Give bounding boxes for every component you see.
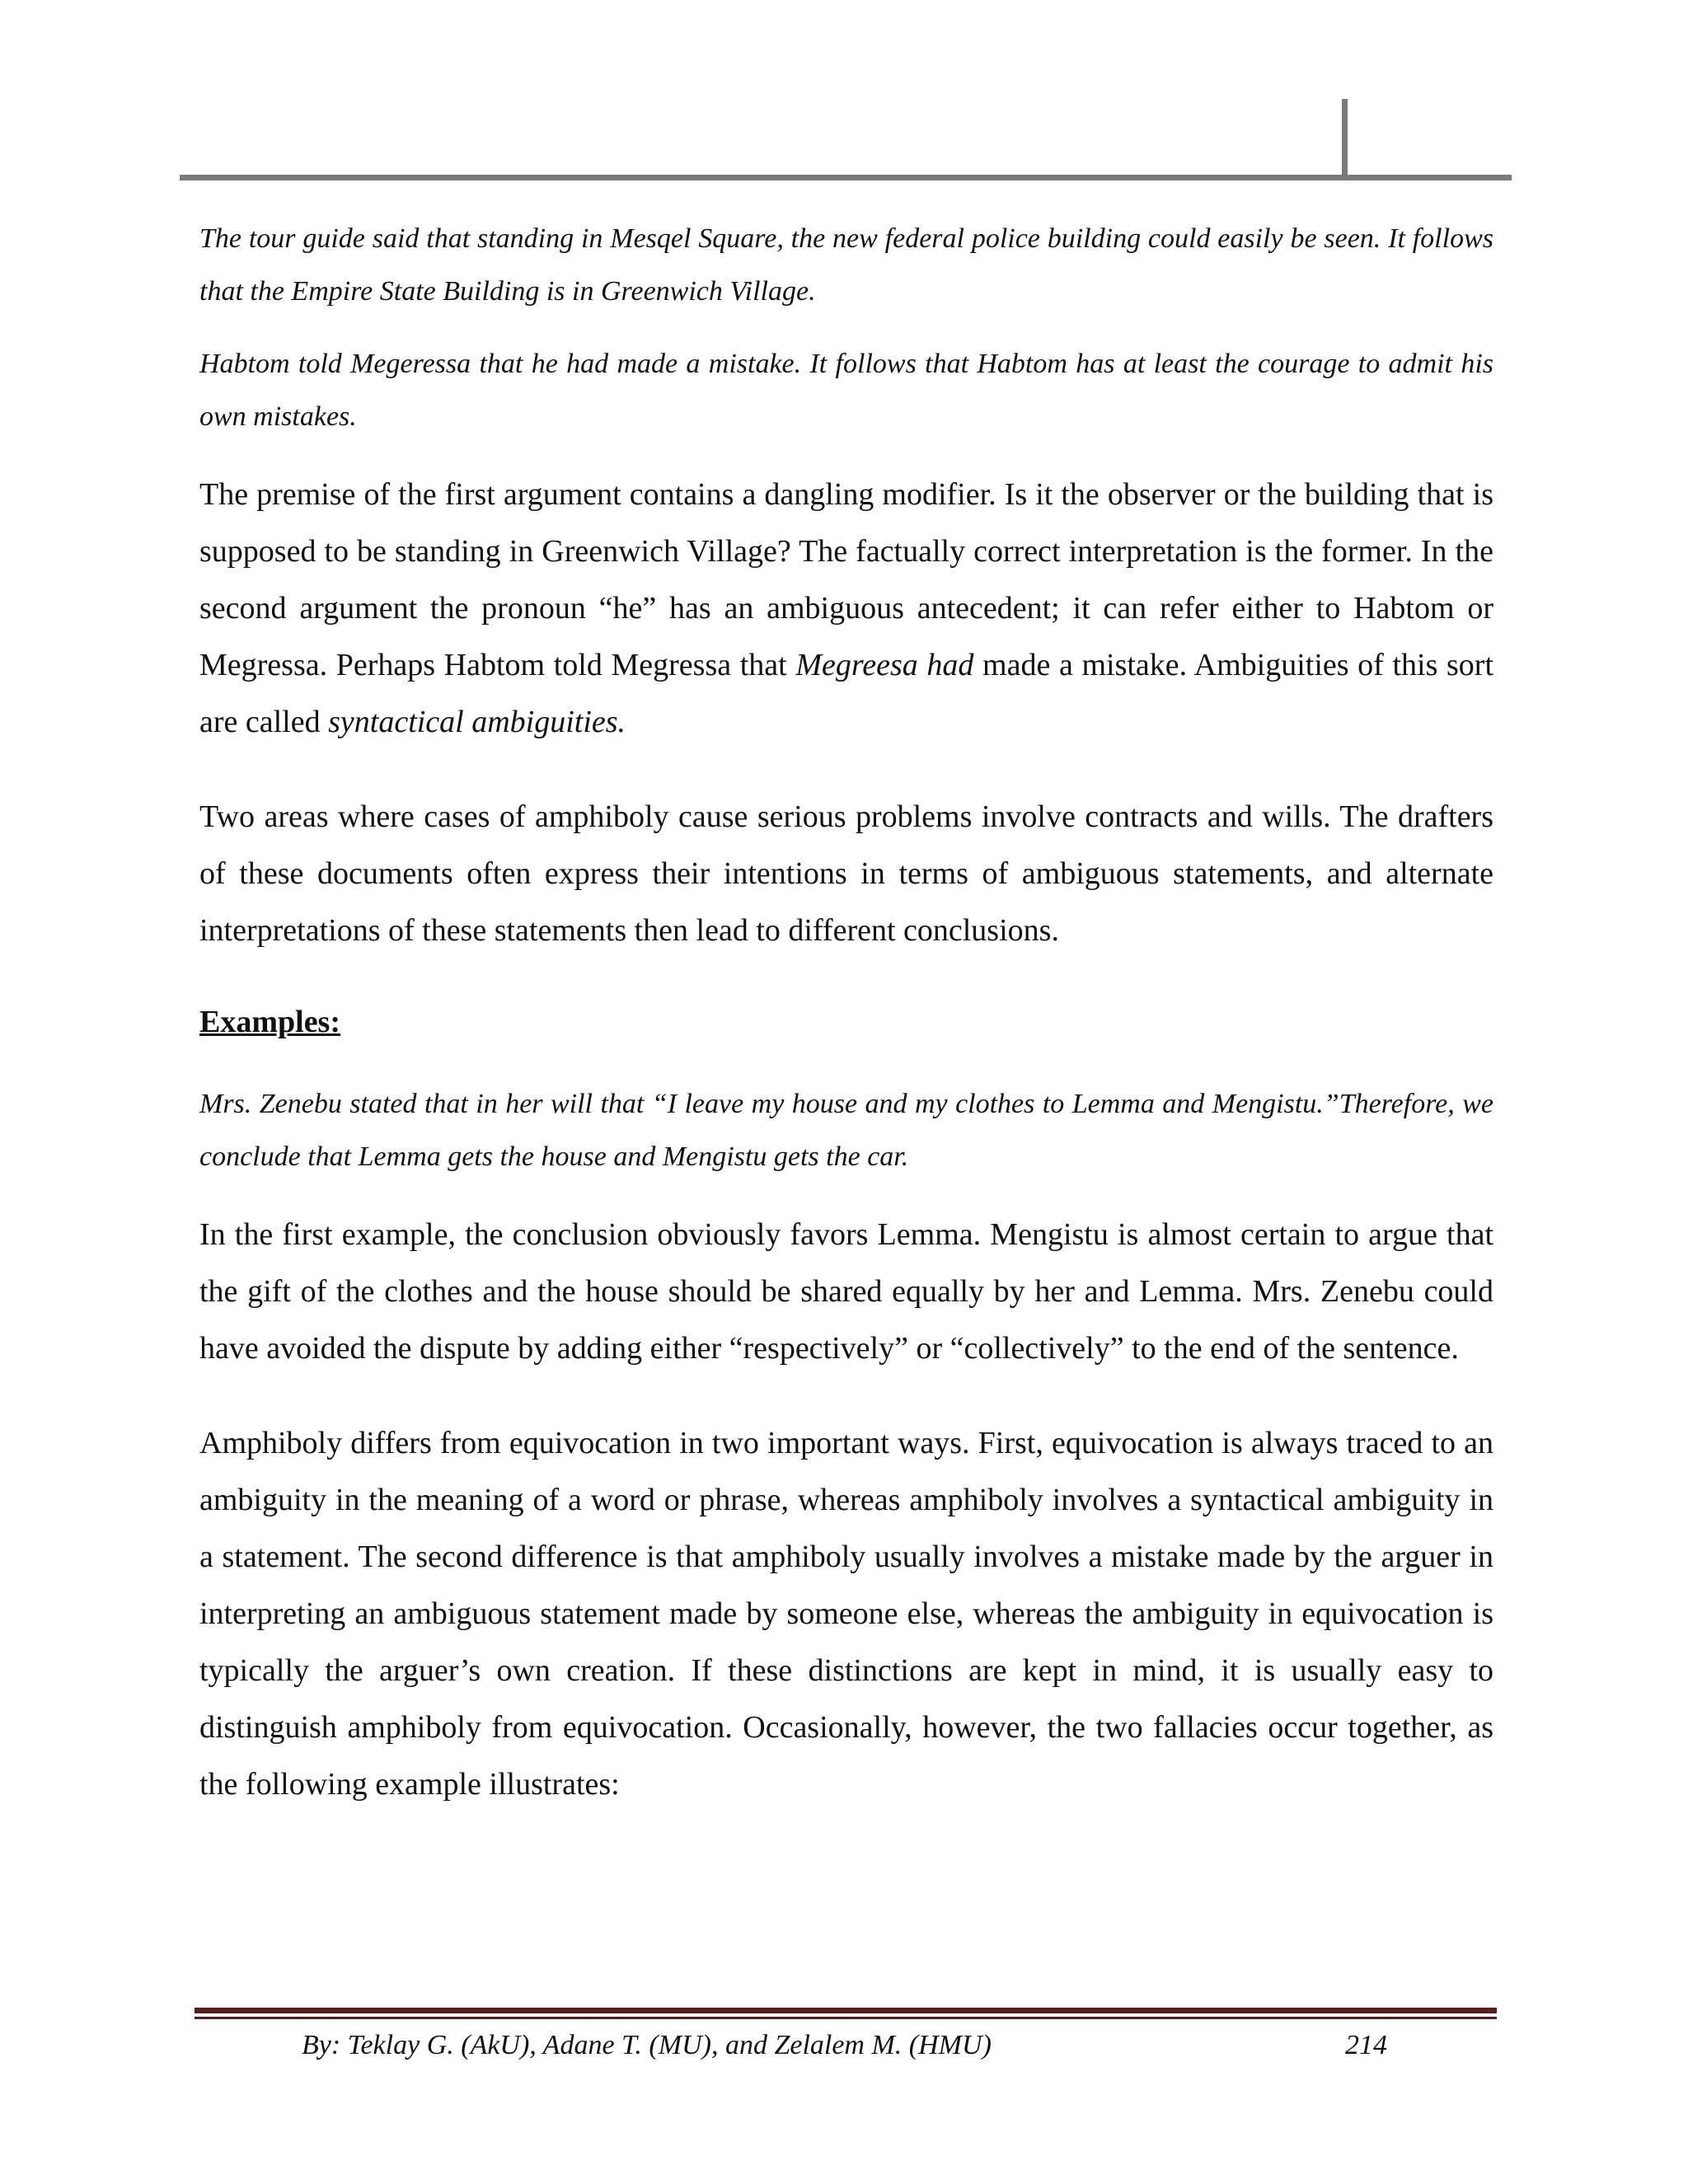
footer-rule xyxy=(195,2008,1497,2013)
header-tick xyxy=(1342,99,1348,178)
example-tour-guide: The tour guide said that standing in Mesqel Square, the new federal police building could easily be seen. It follows that the Empire State Building is in Greenwich Village. xyxy=(199,223,1493,307)
paragraph-text: The premise of the first argument contains a dangling modifier. Is it the observer or the building that is supposed to be standing in Greenwich Village? The factually correct interpretation is the former. In the second argument the pronoun “he” has an ambiguous antecedent; it can refer either to Habtom or Megressa. Perhaps Habtom told Megressa that xyxy=(199,477,1493,682)
paragraph-dangling-modifier xyxy=(199,466,1493,751)
paragraph-text: made a mistake. Ambiguities of this sort are called xyxy=(199,648,1494,739)
page-content xyxy=(199,213,1493,1851)
page-number: 214 xyxy=(1345,2030,1387,2060)
example-habtom: Habtom told Megeressa that he had made a mistake. It follows that Habtom has at least the courage to admit his own mistakes. xyxy=(199,349,1493,432)
paragraph-amphiboly-vs-equivocation: Amphiboly differs from equivocation in two important ways. First, equivocation is always traced to an ambiguity in the meaning of a word or phrase, whereas amphiboly involves a syntactical ambiguity in a statement. The second difference is that amphiboly usually involves a mistake made by the arguer in interpreting an ambiguous statement made by someone else, whereas the ambiguity in equivocation is typically the arguer’s own creation. If these distinctions are kept in mind, it is usually easy to distinguish amphiboly from equivocation. Occasionally, however, the two fallacies occur together, as the following example illustrates: xyxy=(199,1426,1493,1802)
paragraph-first-example: In the first example, the conclusion obviously favors Lemma. Mengistu is almost certain to argue that the gift of the clothes and the house should be shared equally by her and Lemma. Mrs. Zenebu could have avoided the dispute by adding either “respectively” or “collectively” to the end of the sentence. xyxy=(199,1217,1493,1366)
paragraph-contracts-wills: Two areas where cases of amphiboly cause serious problems involve contracts and wills. The drafters of these documents often express their intentions in terms of ambiguous statements, and alternate interpretations of these statements then lead to different conclusions. xyxy=(199,799,1493,948)
emphasis-syntactical-ambiguities: syntactical ambiguities. xyxy=(328,705,626,739)
emphasis-megreesa-had: Megreesa had xyxy=(795,648,974,682)
header-rule xyxy=(180,175,1512,180)
footer-rule-thin xyxy=(195,2017,1497,2019)
example-zenebu-will: Mrs. Zenebu stated that in her will that “I leave my house and my clothes to Lemma and Mengistu.”Therefore, we conclude that Lemma gets the house and Mengistu gets the car. xyxy=(199,1089,1493,1172)
footer-authors: By: Teklay G. (AkU), Adane T. (MU), and Zelalem M. (HMU) xyxy=(302,2030,992,2060)
examples-heading: Examples: xyxy=(199,1005,340,1039)
